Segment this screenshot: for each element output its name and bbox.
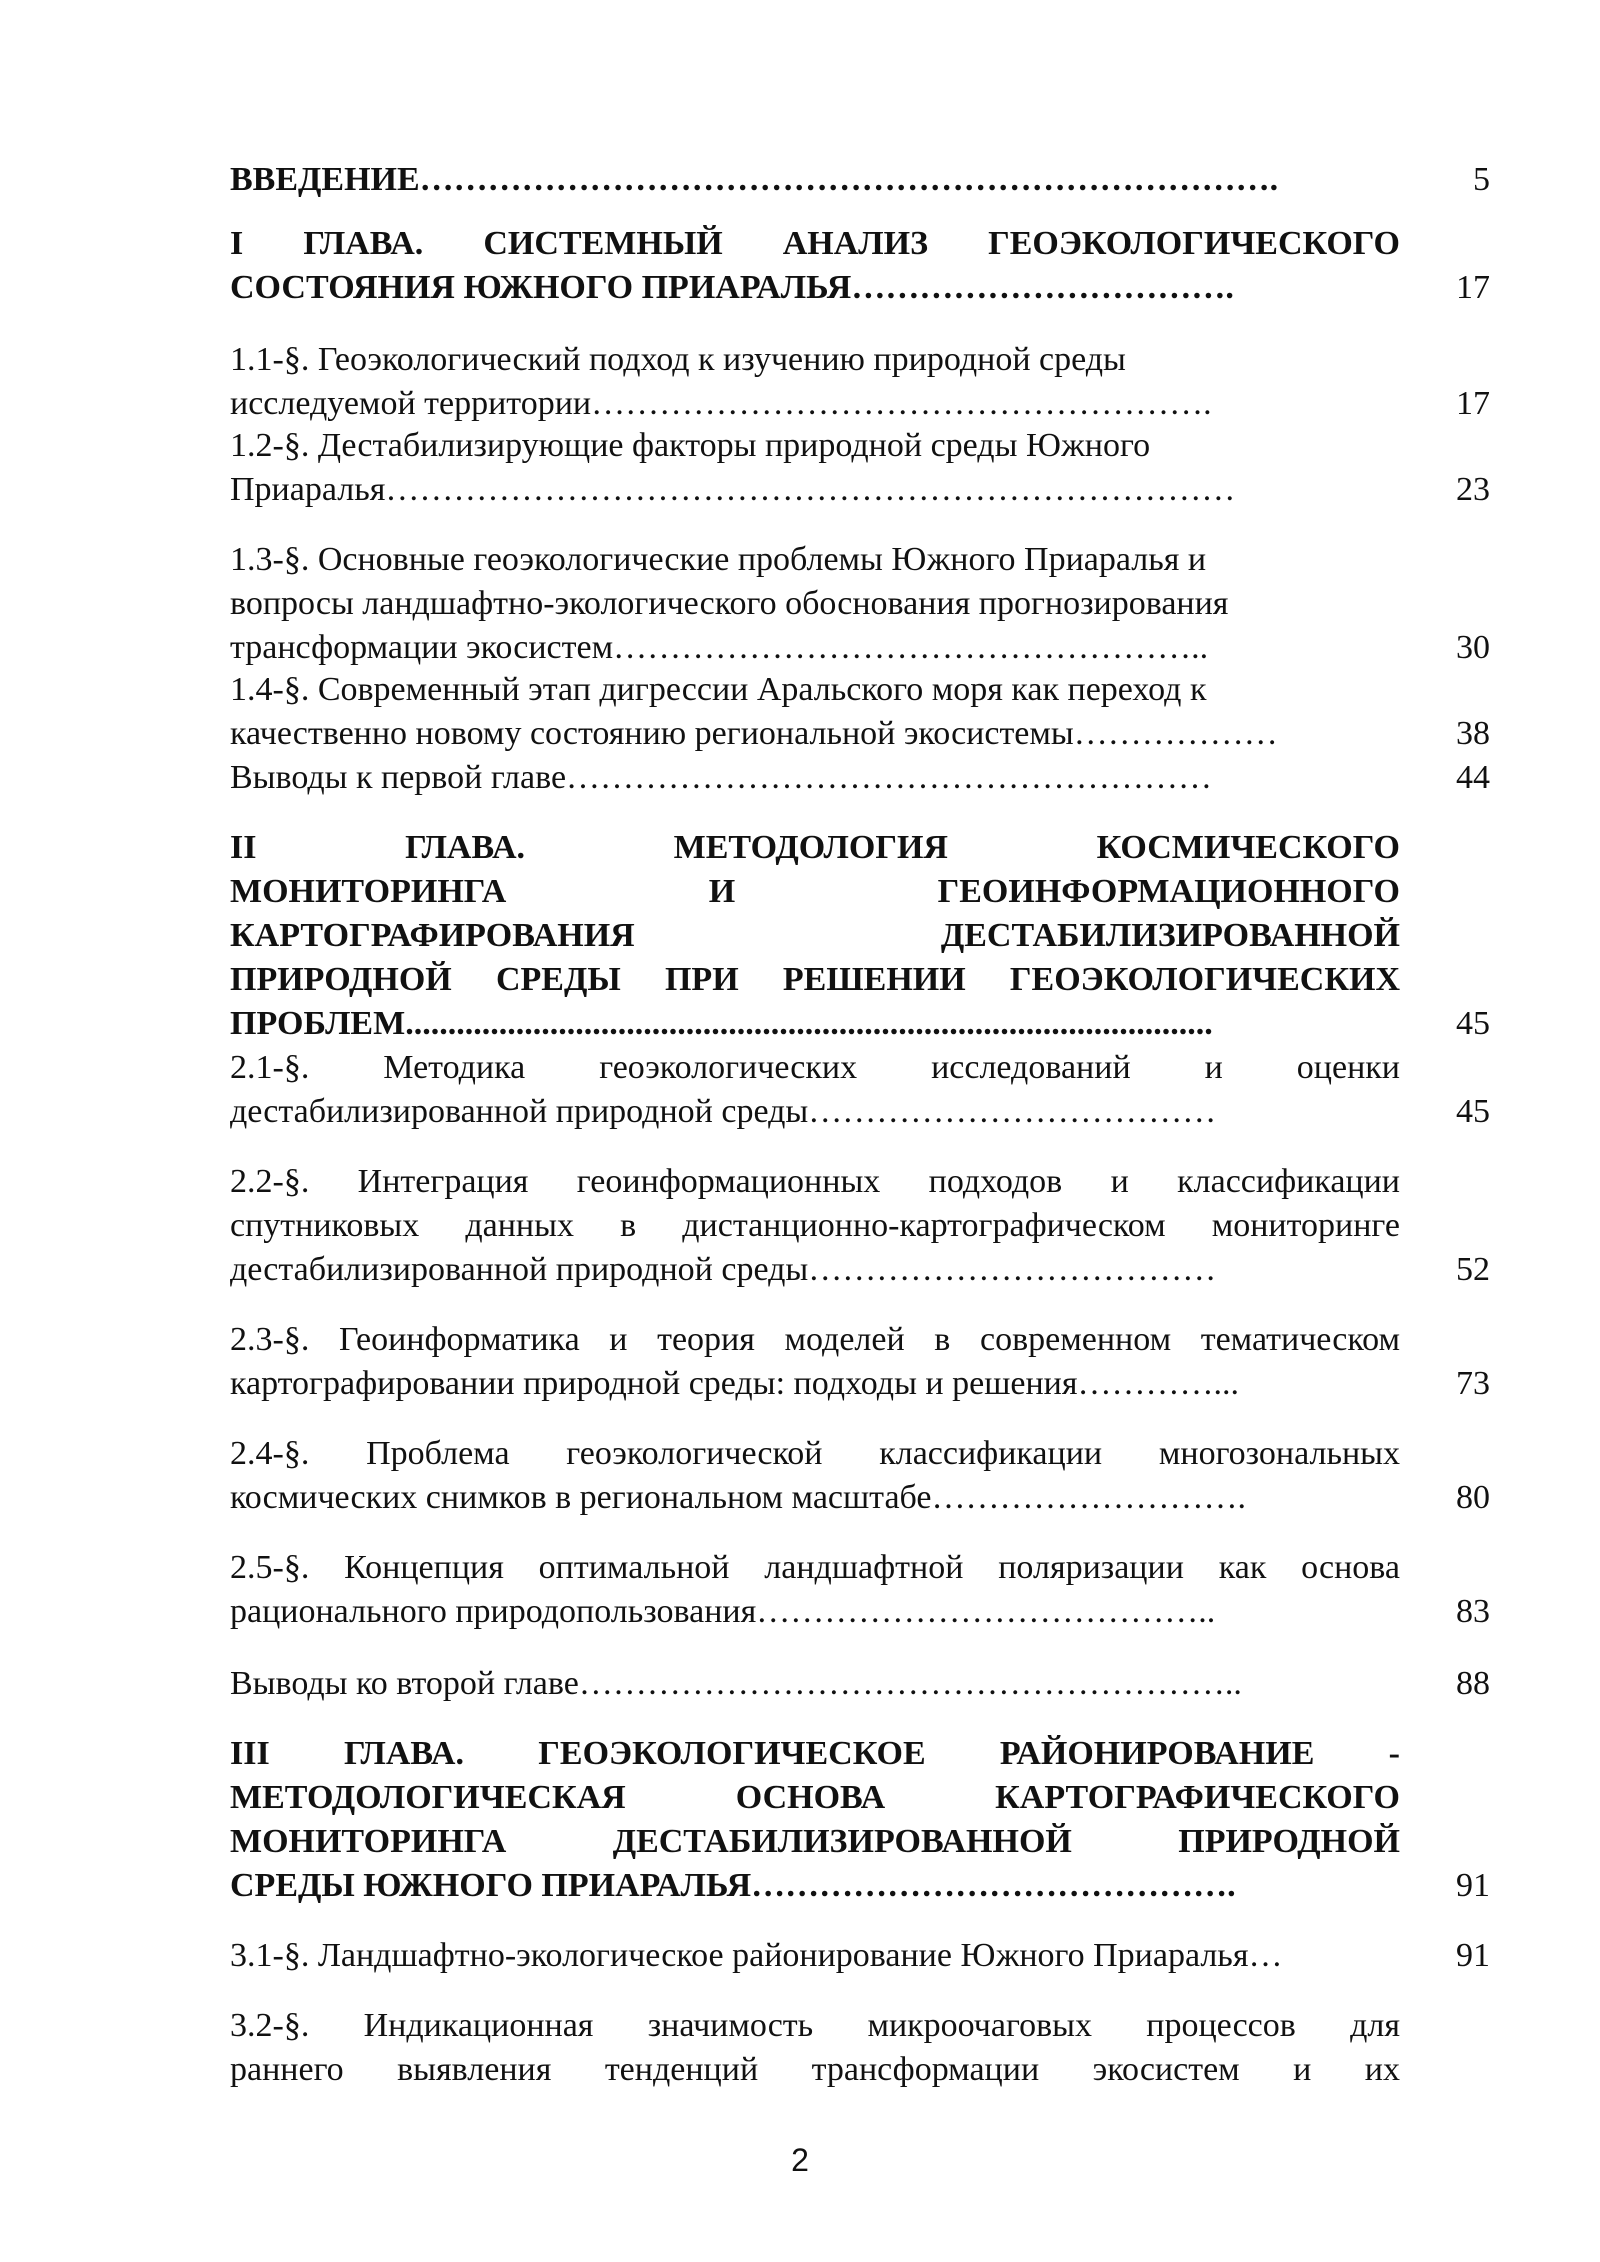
toc-entry-title: 2.1-§. Методика геоэкологических исследований и оценки [230,1049,1400,1086]
toc-entry-title: СРЕДЫ ЮЖНОГО ПРИАРАЛЬЯ……………………………………. [230,1867,1236,1904]
toc-entry-title: СОСТОЯНИЯ ЮЖНОГО ПРИАРАЛЬЯ……………………………. [230,269,1234,306]
toc-page-number: 45 [1456,1093,1490,1130]
toc-entry-title: ПРИРОДНОЙ СРЕДЫ ПРИ РЕШЕНИИ ГЕОЭКОЛОГИЧЕСКИХ [230,961,1400,998]
toc-entry-title: трансформации экосистем…………………………………………….. [230,629,1209,666]
toc-entry-title: картографировании природной среды: подходы и решения…………... [230,1365,1239,1402]
page-number: 2 [791,2142,809,2178]
toc-entry-title: МОНИТОРИНГА И ГЕОИНФОРМАЦИОННОГО [230,873,1400,910]
toc-entry-title: исследуемой территории………………………………………………. [230,385,1212,422]
toc-entry-title: I ГЛАВА. СИСТЕМНЫЙ АНАЛИЗ ГЕОЭКОЛОГИЧЕСКОГО [230,225,1400,262]
toc-entry-title: МЕТОДОЛОГИЧЕСКАЯ ОСНОВА КАРТОГРАФИЧЕСКОГО [230,1779,1400,1816]
toc-entry-title: 3.1-§. Ландшафтно-экологическое районирование Южного Приаралья… [230,1937,1283,1974]
toc-entry-title: спутниковых данных в дистанционно-картографическом мониторинге [230,1207,1400,1244]
toc-entry-title: II ГЛАВА. МЕТОДОЛОГИЯ КОСМИЧЕСКОГО [230,829,1400,866]
toc-entry-title: III ГЛАВА. ГЕОЭКОЛОГИЧЕСКОЕ РАЙОНИРОВАНИЕ - [230,1735,1400,1772]
toc-entry-title: дестабилизированной природной среды……………………………… [230,1251,1217,1288]
toc-entry-title: рационального природопользования………………………………….. [230,1593,1216,1630]
toc-entry-title: раннего выявления тенденций трансформации экосистем и их [230,2051,1400,2088]
toc-entry-title: 1.1-§. Геоэкологический подход к изучению природной среды [230,341,1126,378]
toc-entry-title: Выводы к первой главе………………………………………………… [230,759,1213,796]
toc-entry-title: 1.2-§. Дестабилизирующие факторы природной среды Южного [230,427,1151,464]
toc-entry-title: 1.3-§. Основные геоэкологические проблемы Южного Приаралья и [230,541,1207,578]
toc-page-number: 45 [1456,1005,1490,1042]
toc-page-number: 83 [1456,1593,1490,1630]
toc-page-number: 80 [1456,1479,1490,1516]
toc-page-number: 88 [1456,1665,1490,1702]
toc-entry-title: 1.4-§. Современный этап дигрессии Аральского моря как переход к [230,671,1207,708]
toc-entry-title: 2.3-§. Геоинформатика и теория моделей в современном тематическом [230,1321,1400,1358]
toc-entry-title: Приаралья………………………………………………………………… [230,471,1236,508]
toc-page-number: 5 [1473,161,1490,198]
toc-page-number: 52 [1456,1251,1490,1288]
toc-page-number: 91 [1456,1867,1490,1904]
toc-entry-title: МОНИТОРИНГА ДЕСТАБИЛИЗИРОВАННОЙ ПРИРОДНОЙ [230,1823,1400,1860]
toc-entry-title: ВВЕДЕНИЕ…………………………………………………………………. [230,161,1279,198]
toc-entry-title: качественно новому состоянию региональной экосистемы……………… [230,715,1278,752]
toc-page-number: 44 [1456,759,1490,796]
toc-page-number: 91 [1456,1937,1490,1974]
toc-entry-title: КАРТОГРАФИРОВАНИЯ ДЕСТАБИЛИЗИРОВАННОЙ [230,917,1400,954]
toc-entry-title: 2.5-§. Концепция оптимальной ландшафтной поляризации как основа [230,1549,1400,1586]
toc-entry-title: 2.4-§. Проблема геоэкологической классификации многозональных [230,1435,1400,1472]
toc-entry-title: 2.2-§. Интеграция геоинформационных подходов и классификации [230,1163,1400,1200]
toc-page-number: 38 [1456,715,1490,752]
toc-entry-title: 3.2-§. Индикационная значимость микроочаговых процессов для [230,2007,1400,2044]
toc-page-number: 23 [1456,471,1490,508]
toc-page-number: 17 [1456,269,1490,306]
toc-page-number: 17 [1456,385,1490,422]
toc-entry-title: вопросы ландшафтно-экологического обоснования прогнозирования [230,585,1229,622]
toc-page-number: 30 [1456,629,1490,666]
toc-entry-title: Выводы ко второй главе………………………………………………….. [230,1665,1242,1702]
toc-entry-title: дестабилизированной природной среды……………………………… [230,1093,1217,1130]
toc-entry-title: ПРОБЛЕМ............................................................................................... [230,1005,1213,1042]
toc-page-number: 73 [1456,1365,1490,1402]
toc-entry-title: космических снимков в региональном масштабе………………………. [230,1479,1246,1516]
